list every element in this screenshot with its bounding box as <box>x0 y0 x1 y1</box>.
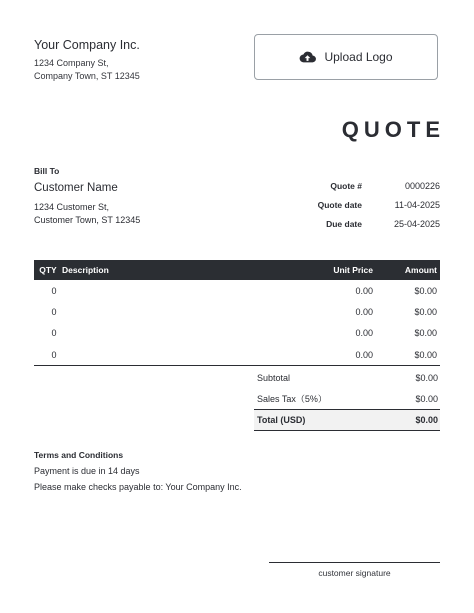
total-value: $0.00 <box>415 415 438 425</box>
subtotal-label: Subtotal <box>257 372 291 383</box>
cloud-upload-icon <box>299 50 316 64</box>
header-unit-price: Unit Price <box>333 265 373 275</box>
due-date-value: 25-04-2025 <box>393 218 440 229</box>
table-row <box>34 323 440 344</box>
items-table-header <box>34 260 440 280</box>
total-label: Total (USD) <box>257 415 306 425</box>
quote-date-value: 11-04-2025 <box>394 199 440 210</box>
upload-logo-button[interactable] <box>254 34 438 80</box>
row-unit-price: 0.00 <box>355 285 373 296</box>
company-name: Your Company Inc. <box>34 38 140 52</box>
terms-line: Payment is due in 14 days <box>34 466 140 476</box>
table-row <box>34 280 440 301</box>
subtotal-row <box>254 367 440 388</box>
signature-label: customer signature <box>318 568 391 578</box>
row-amount: $0.00 <box>414 349 437 360</box>
bill-to-label: Bill To <box>34 166 60 176</box>
quote-date-row <box>260 195 440 214</box>
customer-address <box>34 201 140 226</box>
terms-line: Please make checks payable to: Your Company Inc. <box>34 482 242 492</box>
company-address-line1: 1234 Company St, <box>34 58 109 68</box>
row-amount: $0.00 <box>414 306 437 317</box>
subtotal-value: $0.00 <box>415 372 438 383</box>
sales-tax-value: $0.00 <box>415 393 438 404</box>
quote-number-label: Quote # <box>330 180 362 191</box>
header-qty: QTY <box>39 265 57 275</box>
quote-number-row <box>260 176 440 195</box>
totals-block <box>254 367 440 431</box>
due-date-label: Due date <box>326 218 362 229</box>
due-date-row <box>260 214 440 233</box>
sales-tax-label: Sales Tax（5%） <box>257 394 327 404</box>
row-amount: $0.00 <box>414 328 437 339</box>
row-unit-price: 0.00 <box>355 349 373 360</box>
row-qty: 0 <box>51 328 57 339</box>
company-address <box>34 57 140 83</box>
total-row <box>254 409 440 431</box>
upload-logo-label: Upload Logo <box>324 50 393 64</box>
quote-meta <box>260 176 440 233</box>
quote-date-label: Quote date <box>317 199 362 210</box>
row-unit-price: 0.00 <box>355 328 373 339</box>
document-title: QUOTE <box>341 117 445 142</box>
row-unit-price: 0.00 <box>355 306 373 317</box>
quote-number-value: 0000226 <box>404 180 440 191</box>
company-address-line2: Company Town, ST 12345 <box>34 71 140 81</box>
row-amount: $0.00 <box>414 285 437 296</box>
customer-address-line1: 1234 Customer St, <box>34 202 110 212</box>
customer-address-line2: Customer Town, ST 12345 <box>34 214 141 225</box>
customer-name: Customer Name <box>34 182 118 194</box>
table-row <box>34 301 440 322</box>
table-row <box>34 344 440 365</box>
items-table <box>34 260 440 366</box>
signature-line <box>269 562 440 563</box>
row-qty: 0 <box>51 306 57 317</box>
header-amount: Amount <box>404 265 437 275</box>
header-description: Description <box>62 265 109 275</box>
row-qty: 0 <box>51 285 57 296</box>
row-qty: 0 <box>51 349 57 360</box>
terms-title: Terms and Conditions <box>34 450 124 460</box>
sales-tax-row <box>254 388 440 409</box>
